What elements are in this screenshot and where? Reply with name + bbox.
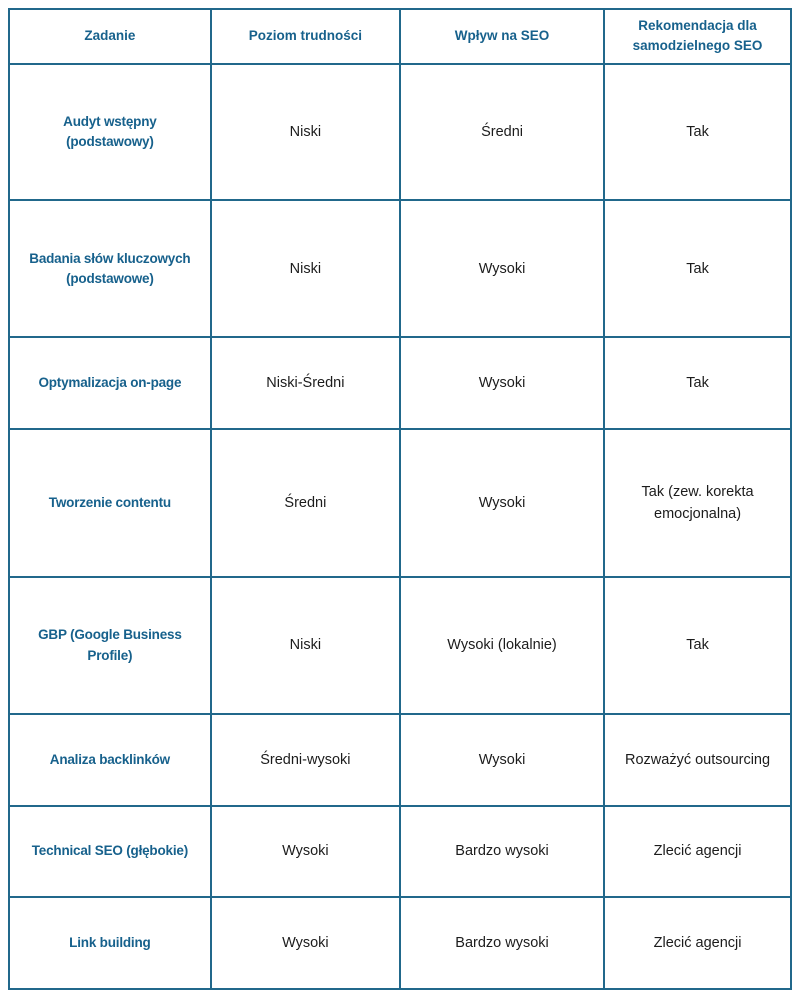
cell-zadanie: Optymalizacja on-page xyxy=(9,337,211,429)
cell-poziom-trudnosci: Niski xyxy=(211,64,400,201)
cell-poziom-trudnosci: Średni xyxy=(211,429,400,577)
cell-wplyw-na-seo: Wysoki xyxy=(400,429,604,577)
cell-zadanie: GBP (Google Business Profile) xyxy=(9,577,211,714)
table-row xyxy=(9,429,791,577)
cell-rekomendacja: Tak xyxy=(604,200,791,337)
cell-poziom-trudnosci: Niski xyxy=(211,577,400,714)
table-row xyxy=(9,64,791,201)
column-header-zadanie: Zadanie xyxy=(9,9,211,64)
column-header-poziom-trudnosci: Poziom trudności xyxy=(211,9,400,64)
table-row xyxy=(9,577,791,714)
cell-zadanie: Link building xyxy=(9,897,211,989)
cell-rekomendacja: Tak xyxy=(604,64,791,201)
cell-wplyw-na-seo: Wysoki xyxy=(400,200,604,337)
cell-wplyw-na-seo: Bardzo wysoki xyxy=(400,806,604,898)
table-row xyxy=(9,714,791,806)
cell-rekomendacja: Tak (zew. korekta emocjonalna) xyxy=(604,429,791,577)
cell-wplyw-na-seo: Wysoki xyxy=(400,337,604,429)
cell-poziom-trudnosci: Średni-wysoki xyxy=(211,714,400,806)
table-row xyxy=(9,337,791,429)
seo-tasks-table xyxy=(8,8,792,990)
cell-wplyw-na-seo: Bardzo wysoki xyxy=(400,897,604,989)
table-row xyxy=(9,806,791,898)
table-body xyxy=(9,64,791,990)
cell-rekomendacja: Rozważyć outsourcing xyxy=(604,714,791,806)
cell-wplyw-na-seo: Średni xyxy=(400,64,604,201)
cell-zadanie: Badania słów kluczowych (podstawowe) xyxy=(9,200,211,337)
cell-poziom-trudnosci: Niski xyxy=(211,200,400,337)
cell-rekomendacja: Tak xyxy=(604,337,791,429)
cell-zadanie: Technical SEO (głębokie) xyxy=(9,806,211,898)
cell-poziom-trudnosci: Wysoki xyxy=(211,806,400,898)
table-row xyxy=(9,200,791,337)
cell-zadanie: Tworzenie contentu xyxy=(9,429,211,577)
cell-zadanie: Audyt wstępny (podstawowy) xyxy=(9,64,211,201)
table-row xyxy=(9,897,791,989)
cell-wplyw-na-seo: Wysoki (lokalnie) xyxy=(400,577,604,714)
cell-wplyw-na-seo: Wysoki xyxy=(400,714,604,806)
table-header xyxy=(9,9,791,64)
cell-rekomendacja: Tak xyxy=(604,577,791,714)
cell-rekomendacja: Zlecić agencji xyxy=(604,897,791,989)
cell-poziom-trudnosci: Wysoki xyxy=(211,897,400,989)
cell-poziom-trudnosci: Niski-Średni xyxy=(211,337,400,429)
column-header-wplyw-na-seo: Wpływ na SEO xyxy=(400,9,604,64)
column-header-rekomendacja: Rekomendacja dla samodzielnego SEO xyxy=(604,9,791,64)
cell-zadanie: Analiza backlinków xyxy=(9,714,211,806)
cell-rekomendacja: Zlecić agencji xyxy=(604,806,791,898)
header-row xyxy=(9,9,791,64)
